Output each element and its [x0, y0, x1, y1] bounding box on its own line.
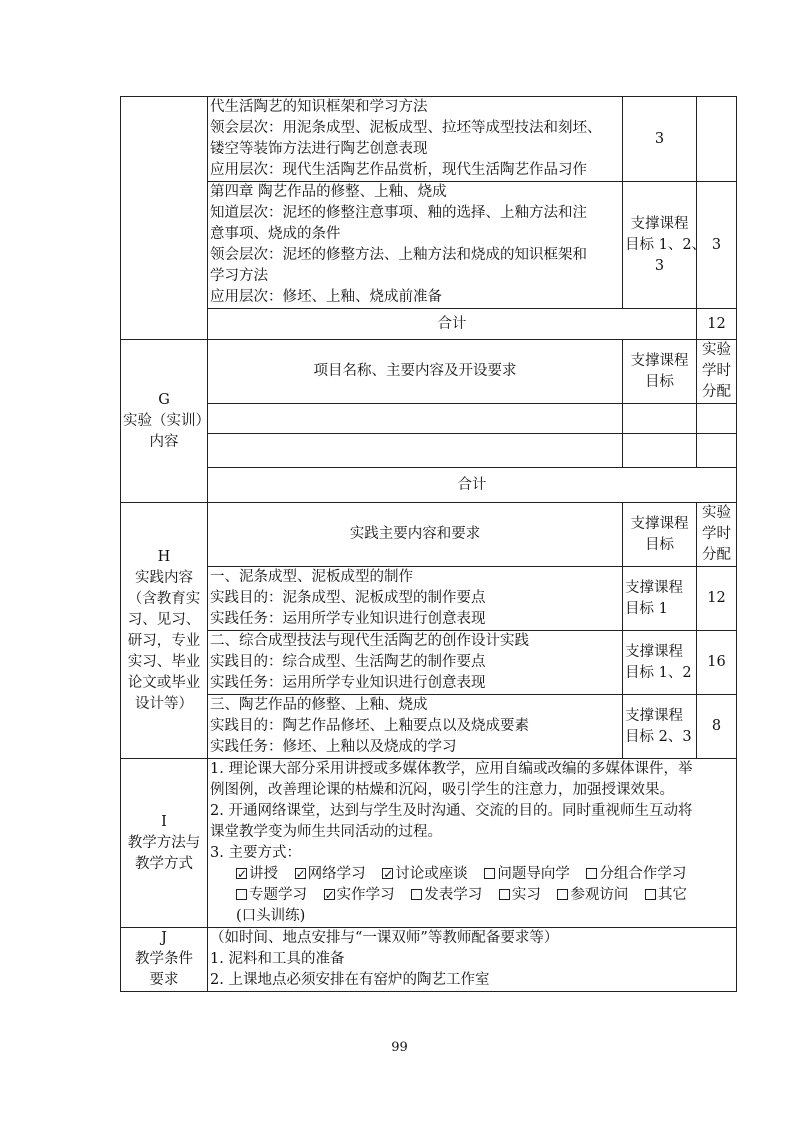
theory-content-2: 第四章 陶艺作品的修整、上釉、烧成 知道层次：泥坯的修整注意事项、釉的选择、上釉方法和注 意事项、烧成的条件 领会层次：泥坯的修整方法、上釉方法和烧成的知识框架和 学习方法 应用层次：修坯、上釉、烧成前准备 — [208, 182, 623, 309]
method-checkbox[interactable]: 专题学习 — [236, 887, 307, 903]
theory-hours-1 — [697, 97, 737, 182]
section-h-row-2-content: 二、综合成型技法与现代生活陶艺的创作设计实践 实践目的：综合成型、生活陶艺的制作要点 实践任务：运用所学专业知识进行创意表现 — [208, 631, 623, 695]
method-checkbox[interactable]: 参观访问 — [557, 887, 628, 903]
method-checkbox[interactable]: 发表学习 — [411, 887, 482, 903]
checkbox-icon — [484, 868, 495, 879]
checkbox-icon — [499, 889, 510, 900]
section-g-project-header: 项目名称、主要内容及开设要求 — [208, 340, 623, 404]
theory-content-1: 代生活陶艺的知识框架和学习方法 领会层次：用泥条成型、泥板成型、拉坯等成型技法和刻坯、 镂空等装饰方法进行陶艺创意表现 应用层次：现代生活陶艺作品赏析，现代生活陶艺作品习作 — [208, 97, 623, 182]
section-h-row-3 — [121, 695, 737, 759]
theory-total-value: 12 — [697, 309, 737, 340]
section-h-row-3-support: 支撑课程 目标 2、3 — [623, 695, 697, 759]
method-checkbox[interactable]: 问题导向学 — [484, 866, 570, 882]
theory-total-row — [121, 309, 737, 340]
theory-hours-2: 3 — [697, 182, 737, 309]
checkbox-icon — [586, 868, 597, 879]
checkbox-icon — [295, 868, 306, 879]
section-j-row — [121, 928, 737, 992]
other-note: (口头训练) — [236, 908, 306, 924]
section-h-header-row — [121, 503, 737, 567]
section-h-support-header: 支撑课程 目标 — [623, 503, 697, 567]
method-checkbox[interactable]: ✓ 讨论或座谈 — [382, 866, 468, 882]
section-g-label: G 实验（实训） 内容 — [121, 340, 208, 503]
section-h-label: H 实践内容 （含教育实 习、见习、 研习，专业 实习、毕业 论文或毕业 设计等） — [121, 503, 208, 759]
section-g-support-header: 支撑课程 目标 — [623, 340, 697, 404]
theory-row-2 — [121, 182, 737, 309]
theory-row-1 — [121, 97, 737, 182]
method-checkbox[interactable]: ✓ 网络学习 — [295, 866, 366, 882]
method-checkbox[interactable]: ✓ 实作学习 — [324, 887, 395, 903]
theory-total-label: 合计 — [208, 309, 697, 340]
page-number: 99 — [391, 1040, 408, 1055]
section-h-row-2-support: 支撑课程 目标 1、2 — [623, 631, 697, 695]
method-checkbox[interactable]: ✓讲授 — [236, 866, 278, 882]
theory-support-2: 支撑课程 目标 1、2、 3 — [623, 182, 697, 309]
method-checkbox[interactable]: 其它 — [645, 887, 687, 903]
section-h-content-header: 实践主要内容和要求 — [208, 503, 623, 567]
methods-row-1 — [210, 864, 734, 885]
checkbox-icon — [236, 868, 247, 879]
section-h-row-3-content: 三、陶艺作品的修整、上釉、烧成 实践目的：陶艺作品修坯、上釉要点以及烧成要素 实践任务：修坯、上釉以及烧成的学习 — [208, 695, 623, 759]
method-checkbox[interactable]: 分组合作学习 — [586, 866, 686, 882]
section-j-content: （如时间、地点安排与“一课双师”等教师配备要求等） 1. 泥料和工具的准备 2. 上课地点必须安排在有窑炉的陶艺工作室 — [208, 928, 737, 992]
section-i-label: I 教学方法与 教学方式 — [121, 759, 208, 928]
checkbox-icon — [382, 868, 393, 879]
section-g-total-label: 合计 — [208, 468, 737, 503]
section-h-hours-header: 实验 学时 分配 — [697, 503, 737, 567]
checkbox-icon — [324, 889, 335, 900]
section-g-header-row — [121, 340, 737, 404]
methods-row-2 — [210, 885, 734, 906]
section-h-row-2-hours: 16 — [697, 631, 737, 695]
section-g-empty-row-2 — [121, 434, 737, 468]
section-j-label: J 教学条件 要求 — [121, 928, 208, 992]
checkbox-icon — [557, 889, 568, 900]
section-g-total-row — [121, 468, 737, 503]
theory-support-1: 3 — [623, 97, 697, 182]
section-h-row-1-support: 支撑课程 目标 1 — [623, 567, 697, 631]
theory-section-label — [121, 97, 208, 340]
section-h-row-1-content: 一、泥条成型、泥板成型的制作 实践目的：泥条成型、泥板成型的制作要点 实践任务：运用所学专业知识进行创意表现 — [208, 567, 623, 631]
course-syllabus-table — [120, 96, 737, 992]
method-checkbox[interactable]: 实习 — [499, 887, 541, 903]
section-h-row-1-hours: 12 — [697, 567, 737, 631]
section-g-hours-header: 实验 学时 分配 — [697, 340, 737, 404]
checkbox-icon — [645, 889, 656, 900]
section-h-row-3-hours: 8 — [697, 695, 737, 759]
checkbox-icon — [411, 889, 422, 900]
section-i-content: 1. 理论课大部分采用讲授或多媒体教学，应用自编或改编的多媒体课件，举 例图例，改善理论课的枯燥和沉闷，吸引学生的注意力，加强授课效果。 2. 开通网络课堂，达到与学生及时沟通、交流的目的。同时重视师生互动将 课堂教学变为师生共同活动的过程。 3. 主要方式： ✓讲授 ✓ 网络学习 ✓ 讨论或座谈 问题导向学 分组合作学习 专题学习 ✓ 实作学习 发表学习 实习 参观访问 其它 (口头训练) — [208, 759, 737, 928]
section-i-row — [121, 759, 737, 928]
section-g-empty-row-1 — [121, 404, 737, 434]
section-h-row-2 — [121, 631, 737, 695]
checkbox-icon — [236, 889, 247, 900]
section-h-row-1 — [121, 567, 737, 631]
